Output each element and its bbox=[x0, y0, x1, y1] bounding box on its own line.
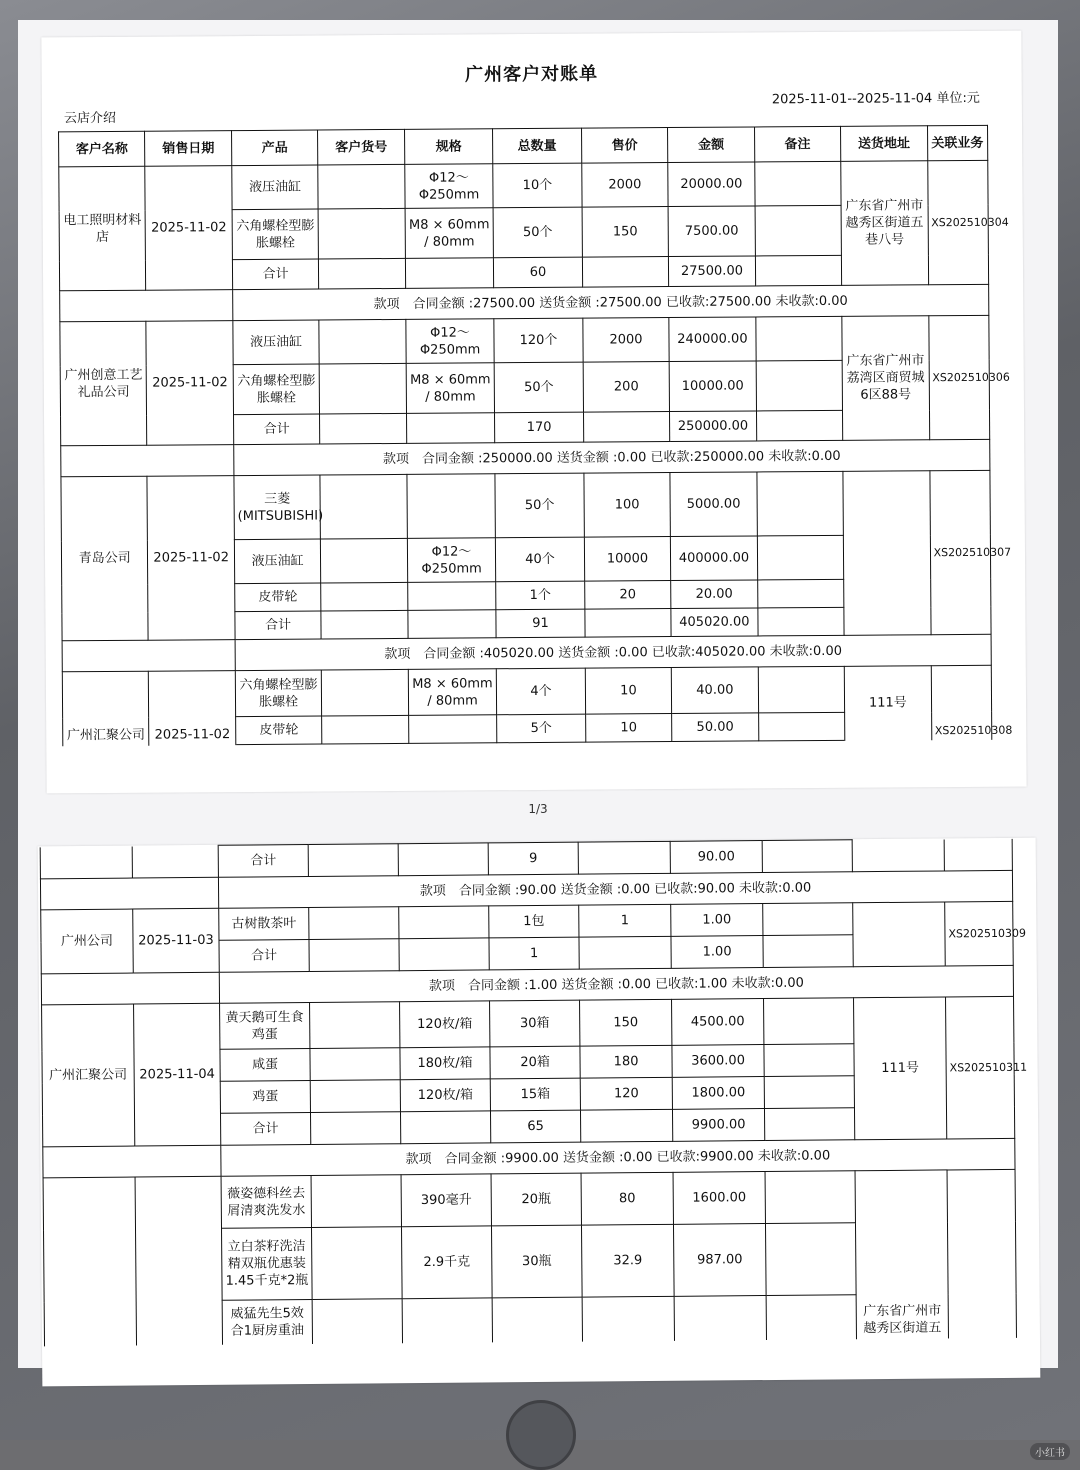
amount-cell: 240000.00 bbox=[669, 317, 756, 362]
spec-cell bbox=[407, 582, 496, 611]
customer-cell: 广州汇聚公司 bbox=[42, 1004, 135, 1147]
sku-cell bbox=[311, 1175, 401, 1228]
spec-cell: 120枚/箱 bbox=[400, 1079, 490, 1112]
table-row bbox=[42, 996, 1014, 1050]
sku-cell bbox=[318, 164, 405, 209]
total-qty: 65 bbox=[490, 1110, 580, 1143]
qty-cell: 15箱 bbox=[490, 1078, 580, 1111]
note-cell bbox=[765, 1223, 856, 1296]
sku-cell bbox=[318, 208, 405, 259]
spec-cell bbox=[408, 715, 497, 744]
price-cell bbox=[578, 841, 670, 874]
date-range: 2025-11-01--2025-11-04 单位:元 bbox=[771, 90, 980, 108]
spec-cell: 120枚/箱 bbox=[400, 1001, 490, 1048]
price-cell: 200 bbox=[583, 362, 670, 413]
qty-cell: 30瓶 bbox=[491, 1225, 582, 1298]
spec-cell bbox=[398, 843, 488, 876]
qty-cell: 50个 bbox=[493, 207, 582, 258]
total-label: 合计 bbox=[235, 611, 322, 640]
amount-cell: 10000.00 bbox=[669, 361, 756, 412]
sku-cell bbox=[319, 319, 406, 364]
empty-cell bbox=[62, 640, 235, 672]
address-cell: 111号 bbox=[844, 666, 931, 741]
note-cell bbox=[755, 316, 842, 361]
price-cell: 10 bbox=[585, 714, 672, 743]
amount-cell: 20.00 bbox=[671, 580, 758, 609]
note-cell bbox=[757, 535, 844, 580]
total-amount: 27500.00 bbox=[669, 256, 756, 287]
header-cell: 总数量 bbox=[493, 128, 582, 164]
spec-cell bbox=[400, 1111, 490, 1144]
total-amount: 90.00 bbox=[670, 841, 762, 874]
qty-cell: 120个 bbox=[494, 318, 583, 363]
date-cell: 2025-11-02 bbox=[147, 476, 235, 641]
price-cell bbox=[585, 609, 672, 638]
qty-cell: 1包 bbox=[489, 905, 579, 938]
spec-cell bbox=[402, 1298, 492, 1343]
note-cell bbox=[755, 255, 842, 286]
total-label: 合计 bbox=[232, 259, 319, 290]
business-cell: XS202510304 bbox=[927, 160, 988, 284]
amount-cell: 1.00 bbox=[671, 904, 763, 937]
sku-cell bbox=[320, 474, 407, 539]
note-cell bbox=[764, 1076, 854, 1109]
business-cell: XS202510306 bbox=[928, 315, 989, 439]
qty-cell: 10个 bbox=[493, 163, 582, 208]
company-name: 云店介绍 bbox=[63, 110, 117, 127]
price-cell bbox=[579, 936, 671, 969]
price-cell: 20 bbox=[584, 581, 671, 610]
payment-summary: 款项 合同金额 :1.00 送货金额 :0.00 已收款:1.00 未收款:0.00 bbox=[219, 965, 1013, 1003]
address-cell: 广东省广州市越秀区街道五巷八号 bbox=[841, 161, 928, 286]
spec-cell: 2.9千克 bbox=[401, 1226, 492, 1299]
payment-summary: 款项 合同金额 :9900.00 送货金额 :0.00 已收款:9900.00 未收款:0.00 bbox=[221, 1138, 1015, 1176]
table-row bbox=[61, 470, 990, 540]
sku-cell bbox=[309, 907, 399, 940]
tablet-screen bbox=[18, 20, 1058, 1368]
note-cell bbox=[758, 607, 845, 636]
business-cell bbox=[944, 838, 1012, 871]
header-cell: 客户名称 bbox=[59, 131, 146, 167]
document-page-1 bbox=[41, 31, 1026, 794]
note-cell bbox=[766, 1295, 856, 1340]
amount-cell: 3600.00 bbox=[672, 1045, 764, 1078]
sku-cell bbox=[312, 1299, 402, 1344]
product-cell: 黄天鹅可生食鸡蛋 bbox=[220, 1002, 310, 1049]
customer-cell: 广州公司 bbox=[41, 909, 134, 974]
product-cell: 皮带轮 bbox=[236, 716, 323, 745]
empty-cell bbox=[61, 445, 234, 477]
price-cell: 180 bbox=[580, 1045, 672, 1078]
note-cell bbox=[764, 1108, 854, 1141]
date-cell bbox=[132, 845, 218, 878]
table-row bbox=[60, 315, 989, 365]
spec-cell bbox=[405, 258, 494, 289]
customer-cell: 广州创意工艺礼品公司 bbox=[60, 321, 147, 446]
date-cell bbox=[135, 1176, 222, 1345]
empty-cell bbox=[40, 877, 218, 910]
spec-cell bbox=[406, 413, 495, 444]
product-cell: 古树散茶叶 bbox=[219, 908, 309, 941]
note-cell bbox=[764, 998, 854, 1045]
price-cell bbox=[582, 257, 669, 288]
qty-cell: 5个 bbox=[497, 714, 586, 743]
address-cell: 111号 bbox=[854, 997, 947, 1140]
statement-table bbox=[58, 125, 1013, 746]
sku-cell bbox=[311, 1227, 402, 1300]
header-cell: 送货地址 bbox=[841, 126, 928, 162]
date-cell: 2025-11-02 bbox=[146, 321, 233, 446]
spec-cell: M8 × 60mm / 80mm bbox=[406, 363, 495, 414]
sku-cell bbox=[310, 1048, 400, 1081]
sku-cell bbox=[322, 715, 409, 744]
total-label: 合计 bbox=[220, 1112, 310, 1145]
product-cell: 皮带轮 bbox=[235, 583, 322, 612]
amount-cell: 5000.00 bbox=[670, 472, 757, 537]
price-cell: 120 bbox=[580, 1077, 672, 1110]
customer-cell bbox=[40, 846, 132, 879]
total-qty: 1 bbox=[489, 937, 579, 970]
price-cell: 2000 bbox=[583, 318, 670, 363]
date-cell: 2025-11-02 bbox=[149, 671, 236, 746]
total-amount: 405020.00 bbox=[671, 608, 758, 637]
sku-cell bbox=[310, 1080, 400, 1113]
note-cell bbox=[765, 1171, 855, 1224]
product-cell: 六角螺栓型膨胀螺栓 bbox=[235, 670, 322, 717]
total-amount: 9900.00 bbox=[672, 1109, 764, 1142]
address-cell: 广东省广州市荔湾区商贸城6区88号 bbox=[842, 316, 929, 441]
price-cell: 10000 bbox=[584, 537, 671, 582]
amount-cell bbox=[674, 1296, 766, 1341]
address-cell bbox=[843, 471, 931, 636]
spec-cell: 390毫升 bbox=[401, 1174, 491, 1227]
qty-cell: 20瓶 bbox=[491, 1173, 581, 1226]
amount-cell: 50.00 bbox=[672, 713, 759, 742]
statement-table-continued bbox=[40, 838, 1028, 1346]
product-cell: 威猛先生5效合1厨房重油 bbox=[222, 1299, 312, 1344]
product-cell: 咸蛋 bbox=[220, 1048, 310, 1081]
product-cell: 鸡蛋 bbox=[220, 1080, 310, 1113]
sku-cell bbox=[321, 582, 408, 611]
document-page-2 bbox=[38, 838, 1041, 1387]
total-label: 合计 bbox=[219, 940, 309, 973]
total-qty: 170 bbox=[495, 412, 584, 443]
customer-cell: 青岛公司 bbox=[61, 476, 149, 641]
sku-cell bbox=[309, 939, 399, 972]
customer-cell: 电工照明材料店 bbox=[59, 166, 146, 291]
payment-summary: 款项 合同金额 :90.00 送货金额 :0.00 已收款:90.00 未收款:0.00 bbox=[218, 870, 1012, 908]
document-title: 广州客户对账单 bbox=[465, 63, 599, 86]
price-cell bbox=[583, 412, 670, 443]
qty-cell bbox=[492, 1297, 582, 1342]
total-qty: 9 bbox=[488, 842, 578, 875]
amount-cell: 4500.00 bbox=[672, 999, 764, 1046]
spec-cell: M8 × 60mm / 80mm bbox=[405, 208, 494, 259]
spec-cell: 180枚/箱 bbox=[400, 1047, 490, 1080]
product-cell: 薇姿德科丝去屑清爽洗发水 bbox=[221, 1175, 311, 1228]
price-cell: 150 bbox=[582, 207, 669, 258]
note-cell bbox=[762, 840, 852, 873]
date-cell: 2025-11-02 bbox=[145, 166, 232, 291]
qty-cell: 40个 bbox=[496, 537, 585, 582]
sku-cell bbox=[320, 363, 407, 414]
note-cell bbox=[763, 935, 853, 968]
total-qty: 91 bbox=[496, 609, 585, 638]
price-cell bbox=[580, 1109, 672, 1142]
header-cell: 客户货号 bbox=[318, 129, 405, 165]
header-cell: 售价 bbox=[581, 128, 668, 164]
amount-cell: 40.00 bbox=[671, 667, 758, 714]
product-cell: 六角螺栓型膨胀螺栓 bbox=[232, 209, 319, 260]
price-cell bbox=[582, 1296, 674, 1341]
note-cell bbox=[763, 903, 853, 936]
sku-cell bbox=[310, 1002, 400, 1049]
spec-cell: Φ12～Φ250mm bbox=[407, 538, 496, 583]
qty-cell: 50个 bbox=[495, 473, 584, 538]
amount-cell: 987.00 bbox=[673, 1224, 766, 1297]
product-cell: 液压油缸 bbox=[232, 165, 319, 210]
price-cell: 100 bbox=[584, 473, 671, 538]
header-cell: 销售日期 bbox=[145, 131, 232, 167]
product-cell: 三菱(MITSUBISHI) bbox=[234, 475, 321, 540]
header-cell: 产品 bbox=[231, 130, 318, 166]
empty-cell bbox=[41, 972, 219, 1005]
address-cell bbox=[853, 902, 946, 967]
table-row bbox=[59, 160, 988, 210]
qty-cell: 30箱 bbox=[490, 1000, 580, 1047]
date-cell: 2025-11-03 bbox=[133, 908, 220, 973]
spec-cell bbox=[399, 906, 489, 939]
business-cell: XS202510309 bbox=[945, 901, 1014, 966]
qty-cell: 20箱 bbox=[490, 1046, 580, 1079]
sku-cell bbox=[310, 1112, 400, 1145]
spec-cell: Φ12～Φ250mm bbox=[406, 319, 495, 364]
customer-cell bbox=[43, 1177, 136, 1346]
amount-cell: 7500.00 bbox=[668, 206, 755, 257]
spec-cell: Φ12～Φ250mm bbox=[405, 164, 494, 209]
address-cell: 广东省广州市越秀区街道五 bbox=[855, 1170, 948, 1339]
price-cell: 2000 bbox=[582, 163, 669, 208]
empty-cell bbox=[43, 1145, 221, 1178]
product-cell: 六角螺栓型膨胀螺栓 bbox=[233, 364, 320, 415]
total-amount: 250000.00 bbox=[670, 411, 757, 442]
business-cell: XS202510307 bbox=[929, 470, 991, 634]
price-cell: 10 bbox=[585, 668, 672, 715]
qty-cell: 50个 bbox=[494, 362, 583, 413]
sku-cell bbox=[308, 844, 398, 877]
empty-cell bbox=[60, 290, 233, 322]
amount-cell: 20000.00 bbox=[668, 162, 755, 207]
spec-cell bbox=[407, 474, 496, 539]
product-cell: 立白茶籽洗洁精双瓶优惠装1.45千克*2瓶 bbox=[222, 1227, 313, 1300]
product-cell: 液压油缸 bbox=[234, 539, 321, 584]
product-cell: 液压油缸 bbox=[233, 320, 320, 365]
amount-cell: 1600.00 bbox=[673, 1172, 765, 1225]
watermark: 小红书 bbox=[1030, 1443, 1070, 1460]
price-cell: 150 bbox=[580, 999, 672, 1046]
note-cell bbox=[755, 205, 842, 256]
sku-cell bbox=[321, 610, 408, 639]
total-label: 合计 bbox=[218, 845, 308, 878]
note-cell bbox=[764, 1044, 854, 1077]
home-button[interactable] bbox=[506, 1400, 576, 1470]
payment-summary: 款项 合同金额 :405020.00 送货金额 :0.00 已收款:405020.00 未收款:0.00 bbox=[235, 634, 991, 670]
business-cell bbox=[947, 1169, 1016, 1338]
header-cell: 备注 bbox=[754, 126, 841, 162]
header-cell: 金额 bbox=[668, 127, 755, 163]
payment-summary: 款项 合同金额 :250000.00 送货金额 :0.00 已收款:250000.00 未收款:0.00 bbox=[234, 439, 990, 475]
note-cell bbox=[754, 161, 841, 206]
business-cell: XS202510311 bbox=[946, 996, 1015, 1139]
amount-cell: 400000.00 bbox=[671, 536, 758, 581]
note-cell bbox=[758, 666, 845, 713]
spec-cell bbox=[399, 938, 489, 971]
date-cell: 2025-11-04 bbox=[134, 1003, 221, 1146]
price-cell: 32.9 bbox=[581, 1224, 674, 1297]
total-qty: 60 bbox=[494, 257, 583, 288]
note-cell bbox=[757, 579, 844, 608]
total-amount: 1.00 bbox=[671, 936, 763, 969]
business-cell: XS202510308 bbox=[931, 665, 992, 739]
address-cell bbox=[852, 839, 944, 872]
header-cell: 规格 bbox=[404, 129, 493, 165]
amount-cell: 1800.00 bbox=[672, 1077, 764, 1110]
table-row bbox=[62, 665, 991, 717]
note-cell bbox=[756, 360, 843, 411]
payment-summary: 款项 合同金额 :27500.00 送货金额 :27500.00 已收款:27500.00 未收款:0.00 bbox=[233, 284, 989, 320]
qty-cell: 4个 bbox=[497, 668, 586, 715]
page-number: 1/3 bbox=[528, 802, 548, 816]
customer-cell: 广州汇聚公司 bbox=[62, 671, 149, 746]
table-row bbox=[43, 1169, 1015, 1229]
price-cell: 1 bbox=[579, 904, 671, 937]
note-cell bbox=[757, 471, 844, 536]
sku-cell bbox=[321, 538, 408, 583]
qty-cell: 1个 bbox=[496, 581, 585, 610]
sku-cell bbox=[319, 258, 406, 289]
sku-cell bbox=[320, 413, 407, 444]
price-cell: 80 bbox=[581, 1172, 673, 1225]
note-cell bbox=[756, 410, 843, 441]
spec-cell bbox=[408, 610, 497, 639]
spec-cell: M8 × 60mm / 80mm bbox=[408, 669, 497, 716]
note-cell bbox=[758, 712, 845, 741]
header-cell: 关联业务 bbox=[927, 125, 988, 160]
sku-cell bbox=[322, 669, 409, 716]
total-label: 合计 bbox=[233, 414, 320, 445]
